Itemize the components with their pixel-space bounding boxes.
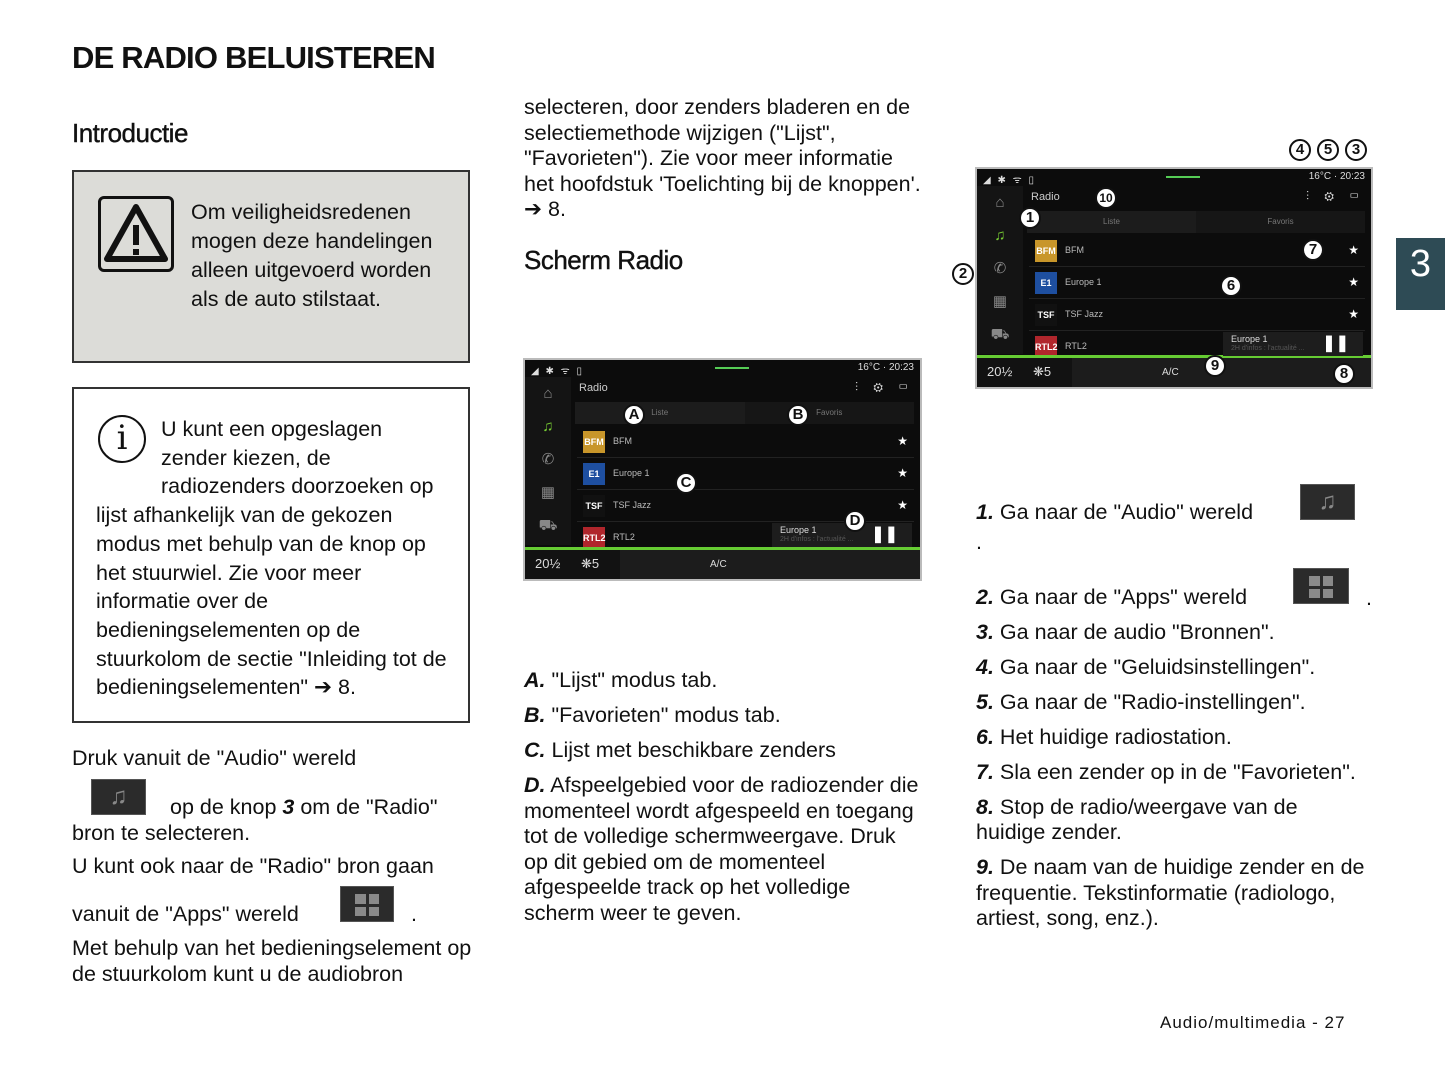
legend-item xyxy=(524,668,919,694)
legend-text: Stop de radio/weergave van de huidige zender. xyxy=(976,794,1298,844)
legend-key: 6. xyxy=(976,724,994,749)
chapter-tab: 3 xyxy=(1396,238,1445,310)
page-indicator xyxy=(715,367,749,369)
warning-paragraph xyxy=(96,198,446,314)
legend-text: "Lijst" modus tab. xyxy=(551,668,718,692)
legend-item xyxy=(976,725,1372,751)
page-title: DE RADIO BELUISTEREN xyxy=(72,40,435,75)
now-playing-area[interactable] xyxy=(772,523,912,547)
star-icon[interactable]: ★ xyxy=(897,434,908,448)
music-icon[interactable]: ♫ xyxy=(994,227,1006,244)
legend-item xyxy=(976,855,1372,932)
station-row[interactable] xyxy=(1029,267,1365,299)
car-icon[interactable]: ⛟ xyxy=(538,517,558,534)
climate-bar xyxy=(977,355,1371,387)
callout-2: 2 xyxy=(952,263,974,285)
item2-dot: . xyxy=(1366,586,1372,610)
radio-screen-image-abcd xyxy=(523,358,922,581)
home-icon[interactable]: ⌂ xyxy=(543,385,553,402)
station-row[interactable] xyxy=(577,426,914,458)
tab-liste[interactable]: Liste xyxy=(1027,211,1196,233)
legend-text: Ga naar de "Apps" wereld xyxy=(999,584,1248,609)
ac-button[interactable]: A/C xyxy=(710,559,727,570)
icon-spacer xyxy=(96,415,161,499)
callout-D: D xyxy=(844,510,866,532)
climate-bar xyxy=(525,547,920,579)
icon-spacer xyxy=(96,198,191,310)
callout-8: 8 xyxy=(1333,363,1355,385)
tab-favoris[interactable]: Favoris xyxy=(816,408,843,417)
callout-A: A xyxy=(623,404,645,426)
left-p1: Druk vanuit de "Audio" wereld xyxy=(72,746,357,770)
warning-box xyxy=(72,170,470,363)
left-p5: Met behulp van het bedieningselement op de stuurkolom kunt u de audiobron xyxy=(72,936,472,986)
screen-header: Radio xyxy=(1031,191,1060,203)
station-logo: TSF xyxy=(583,495,605,517)
star-icon[interactable]: ★ xyxy=(897,466,908,480)
legend-text: Ga naar de "Audio" wereld xyxy=(999,500,1254,524)
left-p2b: om de "Radio" bron te selecteren. xyxy=(72,795,438,845)
station-logo: RTL2 xyxy=(583,527,605,549)
info-body: U kunt een opgeslagen zender kiezen, de radiozenders doorzoeken op lijst afhankelijk van de gekozen modus met behulp van de knop op het stuurwiel. Zie voor meer informatie over de bedieningselementen op de stuurkolom de sectie "Inleiding tot de bedieningselementen" xyxy=(96,417,447,700)
left-p4-dot: . xyxy=(411,902,417,926)
station-name: RTL2 xyxy=(1065,341,1087,351)
status-icons: ◢ ✱ ᯤ ▯ xyxy=(531,366,585,377)
item1-dot: . xyxy=(976,530,982,554)
apps-world-button-image xyxy=(340,886,394,922)
fan-speed: ❋5 xyxy=(581,556,600,571)
station-name: TSF Jazz xyxy=(613,500,652,510)
station-name: BFM xyxy=(613,436,632,446)
legend-text: Lijst met beschikbare zenders xyxy=(551,738,836,762)
sidebar xyxy=(525,377,571,545)
station-logo: TSF xyxy=(1035,304,1057,326)
legend-item xyxy=(976,760,1372,786)
legend-text: Het huidige radiostation. xyxy=(999,724,1232,749)
now-playing-title: Europe 1 xyxy=(780,525,817,535)
callout-7: 7 xyxy=(1302,239,1324,261)
pause-icon[interactable]: ❚❚ xyxy=(871,526,898,543)
header-icons: ⫶ ⚙ ▭ xyxy=(855,380,908,394)
status-bar xyxy=(525,360,920,377)
callout-C: C xyxy=(675,472,697,494)
tab-favoris[interactable]: Favoris xyxy=(1267,217,1294,226)
legend-key: D. xyxy=(524,773,546,797)
legend-item xyxy=(976,620,1372,646)
station-name: Europe 1 xyxy=(1065,277,1102,287)
legend-item xyxy=(524,703,919,729)
temp-time: 16°C · 20:23 xyxy=(1308,171,1365,182)
legend-key: 9. xyxy=(976,855,994,879)
info-ref: ➔ 8. xyxy=(314,675,356,700)
info-icon: i xyxy=(98,415,146,463)
screen-header: Radio xyxy=(579,382,608,394)
now-playing-title: Europe 1 xyxy=(1231,334,1268,344)
pause-icon[interactable]: ❚❚ xyxy=(1322,335,1349,352)
legend-key: C. xyxy=(524,738,546,762)
radio-screen-annotated xyxy=(958,135,1376,392)
callout-9: 9 xyxy=(1204,355,1226,377)
temperature: 20½ xyxy=(987,364,1013,379)
temp-time: 16°C · 20:23 xyxy=(857,362,914,373)
legend-list-abcd xyxy=(524,668,919,936)
page-footer: Audio/multimedia - 27 xyxy=(1160,1013,1346,1032)
header-icons: ⫶ ⚙ ▭ xyxy=(1306,189,1359,203)
apps-world-button-image-2 xyxy=(1293,568,1349,604)
legend-text: De naam van de huidige zender en de frequentie. Tekstinformatie (radiologo, artiest, song, enz.). xyxy=(976,855,1365,930)
legend-text: Ga naar de audio "Bronnen". xyxy=(999,619,1275,644)
legend-item xyxy=(976,655,1372,681)
audio-world-button-image-2 xyxy=(1300,484,1355,520)
legend-key: 4. xyxy=(976,654,994,679)
middle-p1-ref: ➔ 8. xyxy=(524,197,566,221)
station-logo: BFM xyxy=(1035,240,1057,262)
music-icon[interactable]: ♫ xyxy=(542,418,554,435)
station-row[interactable] xyxy=(577,458,914,490)
legend-item xyxy=(524,738,919,764)
radio-screen-image-numbered xyxy=(975,167,1373,389)
star-icon[interactable]: ★ xyxy=(1348,243,1359,257)
section-heading-scherm-radio: Scherm Radio xyxy=(524,245,683,275)
station-name: RTL2 xyxy=(613,532,635,542)
callout-B: B xyxy=(787,404,809,426)
apps-icon[interactable]: ▦ xyxy=(540,484,556,501)
star-icon[interactable]: ★ xyxy=(1348,275,1359,289)
temperature: 20½ xyxy=(535,556,561,571)
left-p4: vanuit de "Apps" wereld xyxy=(72,902,299,926)
legend-text: "Favorieten" modus tab. xyxy=(551,703,781,727)
section-heading-introductie: Introductie xyxy=(72,118,188,148)
legend-item xyxy=(976,690,1372,716)
now-playing-sub: 2H d'infos : l'actualité ... xyxy=(780,536,854,543)
legend-list-numbered xyxy=(976,500,1372,941)
station-row[interactable] xyxy=(1029,299,1365,331)
sidebar xyxy=(977,186,1023,354)
home-icon[interactable]: ⌂ xyxy=(995,194,1005,211)
music-note-icon: ♫ xyxy=(109,783,128,810)
left-p3: U kunt ook naar de "Radio" bron gaan xyxy=(72,854,434,878)
legend-key: 2. xyxy=(976,584,994,609)
legend-key: 7. xyxy=(976,759,994,784)
phone-icon[interactable]: ✆ xyxy=(541,451,555,468)
now-playing-sub: 2H d'infos : l'actualité ... xyxy=(1231,345,1305,352)
legend-text: Ga naar de "Radio-instellingen". xyxy=(999,689,1306,714)
callout-6: 6 xyxy=(1220,275,1242,297)
apps-grid-icon xyxy=(1309,576,1333,598)
legend-key: 1. xyxy=(976,500,994,524)
status-icons: ◢ ✱ ᯤ ▯ xyxy=(983,175,1037,186)
legend-item xyxy=(524,773,919,926)
legend-key: 3. xyxy=(976,619,994,644)
legend-text: Ga naar de "Geluidsinstellingen". xyxy=(999,654,1316,679)
legend-key: 8. xyxy=(976,794,994,819)
star-icon[interactable]: ★ xyxy=(897,498,908,512)
middle-p1 xyxy=(524,95,924,223)
legend-text: Sla een zender op in de "Favorieten". xyxy=(999,759,1356,784)
car-icon[interactable]: ⛟ xyxy=(990,326,1010,343)
callout-1: 1 xyxy=(1019,207,1041,229)
callout-3: 3 xyxy=(1345,139,1367,161)
callout-4: 4 xyxy=(1289,139,1311,161)
button-number: 3 xyxy=(282,795,295,819)
legend-key: B. xyxy=(524,703,546,727)
station-logo: E1 xyxy=(583,463,605,485)
now-playing-area[interactable] xyxy=(1223,332,1363,356)
station-name: TSF Jazz xyxy=(1065,309,1104,319)
left-p2a: op de knop xyxy=(170,795,283,819)
tab-liste[interactable]: Liste xyxy=(575,402,745,424)
callout-5: 5 xyxy=(1317,139,1339,161)
legend-item xyxy=(976,795,1372,846)
legend-key: 5. xyxy=(976,689,994,714)
info-box xyxy=(72,387,470,723)
station-logo: BFM xyxy=(583,431,605,453)
page-indicator xyxy=(1166,176,1200,178)
apps-icon[interactable]: ▦ xyxy=(992,293,1008,310)
callout-10: 10 xyxy=(1095,187,1117,209)
legend-text: Afspeelgebied voor de radiozender die momenteel wordt afgespeeld en toegang tot de volledige schermweergave. Druk op dit gebied om de momenteel afgespeelde track op het volledige scherm weer te geven. xyxy=(524,773,919,925)
fan-speed: ❋5 xyxy=(1033,364,1052,379)
ac-button[interactable]: A/C xyxy=(1162,367,1179,378)
middle-p1-text: selecteren, door zenders bladeren en de selectiemethode wijzigen ("Lijst", "Favorieten"). Zie voor meer informatie het hoofdstuk 'Toelichting bij de knoppen'. xyxy=(524,95,921,196)
apps-grid-icon xyxy=(355,894,379,916)
status-bar xyxy=(977,169,1371,186)
phone-icon[interactable]: ✆ xyxy=(993,260,1007,277)
warning-text: Om veiligheidsredenen mogen deze handelingen alleen uitgevoerd worden als de auto stilstaat. xyxy=(191,200,433,311)
station-logo: RTL2 xyxy=(1035,336,1057,358)
station-name: Europe 1 xyxy=(613,468,650,478)
station-logo: E1 xyxy=(1035,272,1057,294)
legend-key: A. xyxy=(524,668,546,692)
music-note-icon: ♫ xyxy=(1318,488,1337,515)
station-name: BFM xyxy=(1065,245,1084,255)
info-text xyxy=(96,415,448,702)
left-p2 xyxy=(72,795,472,846)
star-icon[interactable]: ★ xyxy=(1348,307,1359,321)
